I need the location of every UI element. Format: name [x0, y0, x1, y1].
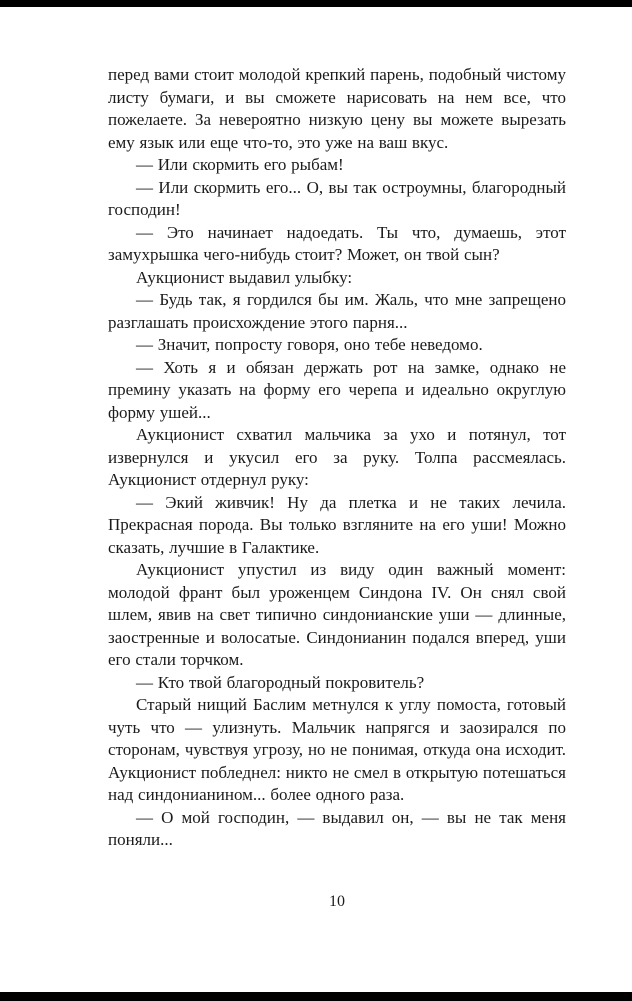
- paragraph: — Экий живчик! Ну да плетка и не таких лечила. Прекрасная порода. Вы только взгляните на его уши! Можно сказать, лучшие в Галактике.: [108, 492, 566, 557]
- bottom-edge-bar: [0, 992, 632, 1001]
- paragraph: — Или скормить его рыбам!: [136, 155, 344, 174]
- paragraph: Старый нищий Баслим метнулся к углу помоста, готовый чуть что — улизнуть. Мальчик напрягся и заозирался по сторонам, чувствуя угрозу, но не понимая, откуда она исходит. Аукционист побледнел: никто не смел в открытую потешаться над синдонианином... более одного раза.: [108, 695, 566, 804]
- paragraph: перед вами стоит молодой крепкий парень, подобный чистому листу бумаги, и вы сможете нарисовать на нем все, что пожелаете. За невероятно низкую цену вы можете вырезать ему язык или еще что-то, это уже на ваш вкус.: [108, 65, 566, 152]
- paragraph: — Или скормить его... О, вы так остроумны, благородный господин!: [108, 177, 566, 219]
- text-block: [108, 64, 566, 852]
- top-edge-bar: [0, 0, 632, 7]
- paragraph: — Значит, попросту говоря, оно тебе неведомо.: [136, 335, 483, 354]
- page-number: 10: [329, 893, 345, 910]
- paragraph: — Кто твой благородный покровитель?: [136, 672, 425, 692]
- paragraph: — Хоть я и обязан держать рот на замке, однако не премину указать на форму его черепа и идеально округлую форму ушей...: [108, 357, 566, 422]
- paragraph: Аукционист схватил мальчика за ухо и потянул, тот извернулся и укусил его за руку. Толпа рассмеялась. Аукционист отдернул руку:: [108, 425, 566, 489]
- paragraph: Аукционист выдавил улыбку:: [136, 267, 353, 287]
- paragraph: — О мой господин, — выдавил он, — вы не так меня поняли...: [108, 807, 566, 849]
- paragraph: Аукционист упустил из виду один важный момент: молодой франт был уроженцем Синдона IV. Он снял свой шлем, явив на свет типично синдонианские уши — длинные, заостренные и волосатые. Синдонианин подался вперед, уши его стали торчком.: [108, 560, 566, 669]
- paragraph: — Будь так, я гордился бы им. Жаль, что мне запрещено разглашать происхождение этого парня...: [108, 290, 566, 332]
- paragraph: — Это начинает надоедать. Ты что, думаешь, этот замухрышка чего-нибудь стоит? Может, он твой сын?: [108, 222, 566, 264]
